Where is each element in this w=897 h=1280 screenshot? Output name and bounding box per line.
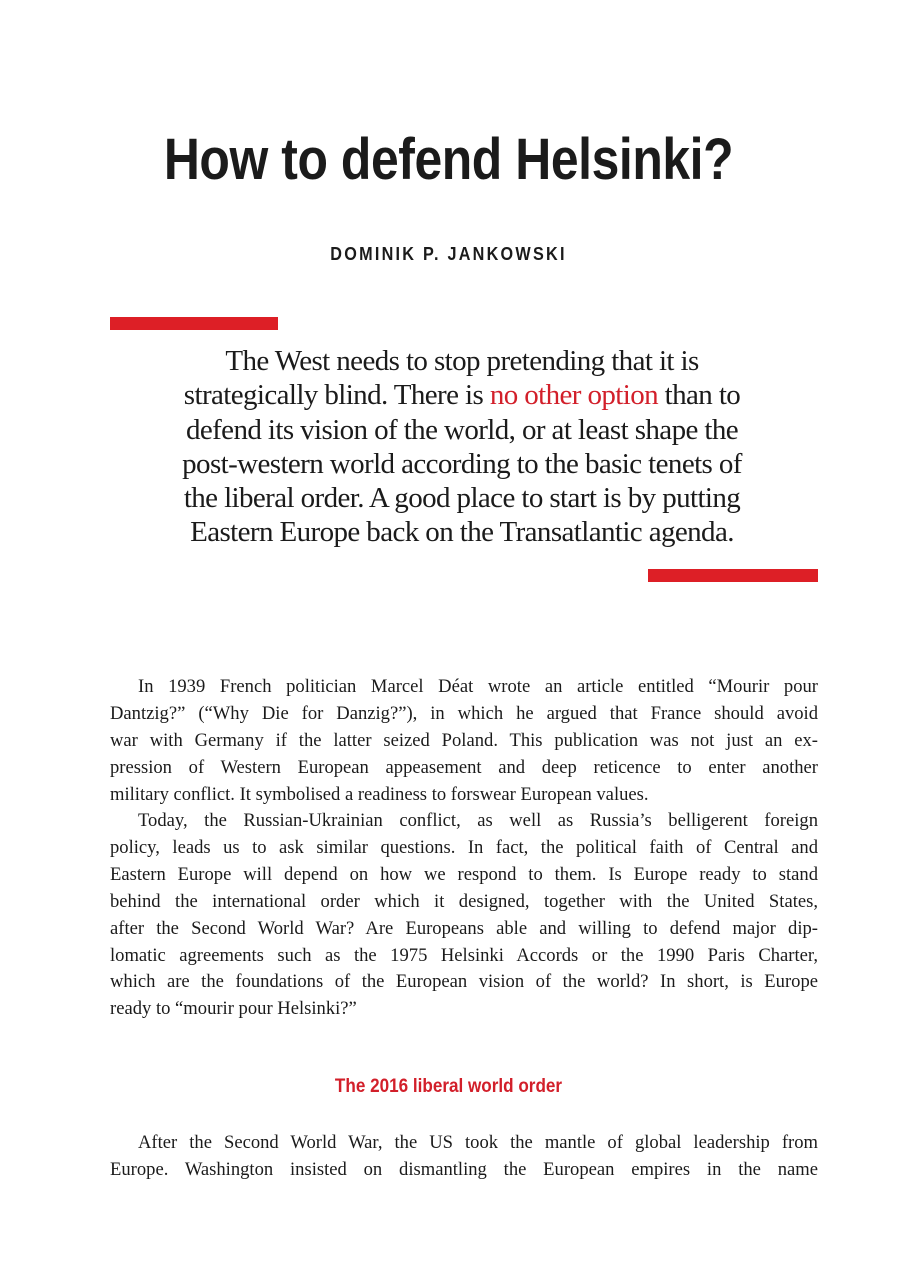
- body-line: In 1939 French politician Marcel Déat wrote an article entitled “Mourir pour: [138, 676, 818, 697]
- lead-line: post-western world according to the basic tenets of: [182, 447, 742, 480]
- lead-line: The West needs to stop pretending that it is: [225, 345, 699, 377]
- lead-line: Eastern Europe back on the Transatlantic agenda.: [190, 516, 734, 549]
- body-line: Dantzig?” (“Why Die for Danzig?”), in which he argued that France should avoid: [110, 702, 818, 724]
- body-line: ready to “mourir pour Helsinki?”: [110, 998, 357, 1020]
- body-paragraph-3: [110, 1130, 818, 1184]
- lead-top-accent-bar: [110, 317, 278, 330]
- body-line: Europe. Washington insisted on dismantling the European empires in the name: [110, 1158, 818, 1180]
- body-line: lomatic agreements such as the 1975 Helsinki Accords or the 1990 Paris Charter,: [110, 944, 818, 966]
- body-line: Eastern Europe will depend on how we respond to them. Is Europe ready to stand: [110, 863, 818, 885]
- lead-bottom-accent-bar: [648, 569, 818, 582]
- author-byline: DOMINIK P. JANKOWSKI: [330, 244, 567, 264]
- body-line: policy, leads us to ask similar questions. In fact, the political faith of Central and: [110, 836, 818, 858]
- lead-line: defend its vision of the world, or at least shape the: [185, 413, 739, 446]
- body-line: behind the international order which it designed, together with the United States,: [110, 890, 818, 912]
- body-line: After the Second World War, the US took the mantle of global leadership from: [138, 1132, 818, 1153]
- lead-highlight: no other option: [489, 379, 659, 412]
- body-line: which are the foundations of the European vision of the world? In short, is Europe: [110, 971, 818, 993]
- lead-line: strategically blind. There is no other option than to: [183, 379, 741, 412]
- body-paragraph-1: [110, 674, 818, 809]
- section-heading: The 2016 liberal world order: [334, 1076, 563, 1097]
- body-line: pression of Western European appeasement and deep reticence to enter another: [110, 756, 818, 778]
- lead-quote: [170, 344, 754, 550]
- body-line: military conflict. It symbolised a readiness to forswear European values.: [110, 783, 649, 805]
- body-line: war with Germany if the latter seized Poland. This publication was not just an ex-: [110, 729, 818, 751]
- article-title: How to defend Helsinki?: [163, 127, 734, 192]
- body-line: Today, the Russian-Ukrainian conflict, as well as Russia’s belligerent foreign: [138, 810, 818, 831]
- body-paragraph-2: [110, 808, 818, 1023]
- body-line: after the Second World War? Are Europeans able and willing to defend major dip-: [110, 917, 818, 939]
- lead-line: the liberal order. A good place to start is by putting: [183, 482, 741, 515]
